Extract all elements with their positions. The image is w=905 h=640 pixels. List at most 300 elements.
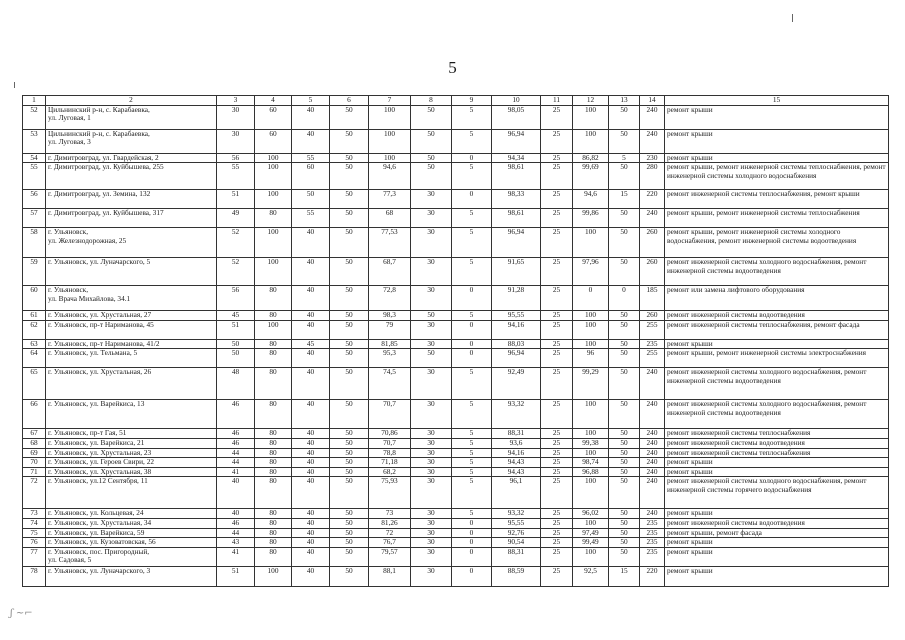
value-cell: 5 (452, 509, 492, 519)
value-cell: 25 (541, 438, 573, 448)
table-row (23, 105, 889, 129)
value-cell: 5 (452, 477, 492, 509)
value-cell: 50 (609, 311, 640, 321)
row-number: 69 (23, 448, 46, 458)
value-cell: 240 (640, 105, 665, 129)
address-cell: г. Димитровград, ул. Земина, 132 (46, 190, 217, 209)
value-cell: 260 (640, 258, 665, 286)
value-cell: 72,8 (369, 286, 411, 311)
column-header: 9 (452, 96, 492, 106)
table-row (23, 153, 889, 163)
value-cell: 80 (255, 349, 292, 368)
value-cell: 90,54 (492, 538, 541, 548)
value-cell: 240 (640, 400, 665, 429)
table-row (23, 458, 889, 468)
value-cell: 30 (411, 368, 452, 400)
margin-tick (14, 82, 15, 88)
value-cell: 50 (609, 509, 640, 519)
value-cell: 95,3 (369, 349, 411, 368)
value-cell: 50 (609, 228, 640, 258)
value-cell: 100 (573, 547, 609, 566)
value-cell: 100 (255, 153, 292, 163)
value-cell: 25 (541, 566, 573, 586)
value-cell: 40 (292, 448, 330, 458)
value-cell: 94,16 (492, 320, 541, 339)
value-cell: 50 (330, 448, 369, 458)
value-cell: 49 (217, 209, 255, 228)
value-cell: 50 (330, 339, 369, 349)
value-cell: 30 (411, 258, 452, 286)
value-cell: 100 (573, 339, 609, 349)
value-cell: 50 (330, 438, 369, 448)
value-cell: 100 (255, 320, 292, 339)
value-cell: 81,85 (369, 339, 411, 349)
address-cell: г. Ульяновск, ул. Тельмана, 5 (46, 349, 217, 368)
column-header: 7 (369, 96, 411, 106)
address-cell: г. Ульяновск, ул. Хрустальная, 27 (46, 311, 217, 321)
column-header: 5 (292, 96, 330, 106)
value-cell: 220 (640, 566, 665, 586)
value-cell: 80 (255, 400, 292, 429)
value-cell: 80 (255, 448, 292, 458)
column-header: 12 (573, 96, 609, 106)
work-type-cell: ремонт инженерной системы теплоснабжения, ремонт крыши (665, 190, 889, 209)
row-number: 71 (23, 467, 46, 477)
value-cell: 40 (217, 477, 255, 509)
value-cell: 30 (411, 339, 452, 349)
value-cell: 50 (609, 429, 640, 439)
work-type-cell: ремонт крыши (665, 538, 889, 548)
value-cell: 50 (330, 228, 369, 258)
table-row (23, 129, 889, 153)
row-number: 56 (23, 190, 46, 209)
value-cell: 25 (541, 258, 573, 286)
value-cell: 91,65 (492, 258, 541, 286)
value-cell: 88,31 (492, 547, 541, 566)
value-cell: 50 (217, 339, 255, 349)
address-cell: г. Ульяновск, ул.12 Сентября, 11 (46, 477, 217, 509)
value-cell: 50 (330, 163, 369, 190)
value-cell: 72 (369, 528, 411, 538)
table-row (23, 467, 889, 477)
value-cell: 80 (255, 528, 292, 538)
value-cell: 86,82 (573, 153, 609, 163)
value-cell: 30 (411, 547, 452, 566)
table-row (23, 339, 889, 349)
value-cell: 0 (452, 538, 492, 548)
value-cell: 98,05 (492, 105, 541, 129)
row-number: 54 (23, 153, 46, 163)
value-cell: 5 (452, 163, 492, 190)
value-cell: 100 (255, 228, 292, 258)
value-cell: 50 (330, 209, 369, 228)
work-type-cell: ремонт крыши (665, 458, 889, 468)
value-cell: 50 (609, 477, 640, 509)
value-cell: 80 (255, 429, 292, 439)
value-cell: 60 (255, 129, 292, 153)
value-cell: 43 (217, 538, 255, 548)
value-cell: 44 (217, 448, 255, 458)
value-cell: 77,53 (369, 228, 411, 258)
address-cell: г. Ульяновск, ул. Варейкиса, 59 (46, 528, 217, 538)
work-type-cell: ремонт инженерной системы холодного водоснабжения, ремонт инженерной системы горячего водоснабжения (665, 477, 889, 509)
value-cell: 30 (411, 400, 452, 429)
value-cell: 96,94 (492, 349, 541, 368)
value-cell: 230 (640, 153, 665, 163)
table-row (23, 190, 889, 209)
value-cell: 94,43 (492, 467, 541, 477)
value-cell: 96,02 (573, 509, 609, 519)
value-cell: 46 (217, 518, 255, 528)
value-cell: 40 (292, 566, 330, 586)
value-cell: 52 (217, 228, 255, 258)
value-cell: 50 (330, 528, 369, 538)
value-cell: 40 (292, 228, 330, 258)
value-cell: 30 (411, 286, 452, 311)
value-cell: 96,94 (492, 129, 541, 153)
value-cell: 80 (255, 209, 292, 228)
table-row (23, 477, 889, 509)
value-cell: 95,55 (492, 518, 541, 528)
value-cell: 100 (255, 163, 292, 190)
value-cell: 50 (330, 477, 369, 509)
value-cell: 80 (255, 458, 292, 468)
value-cell: 240 (640, 438, 665, 448)
value-cell: 50 (609, 458, 640, 468)
table-row (23, 209, 889, 228)
value-cell: 0 (452, 547, 492, 566)
value-cell: 50 (330, 467, 369, 477)
work-type-cell: ремонт инженерной системы водоотведения (665, 438, 889, 448)
value-cell: 25 (541, 467, 573, 477)
value-cell: 97,96 (573, 258, 609, 286)
value-cell: 0 (452, 153, 492, 163)
value-cell: 40 (292, 438, 330, 448)
table-row (23, 518, 889, 528)
work-type-cell: ремонт инженерной системы теплоснабжения (665, 429, 889, 439)
column-number-row (23, 96, 889, 106)
value-cell: 60 (292, 163, 330, 190)
value-cell: 5 (452, 438, 492, 448)
value-cell: 235 (640, 538, 665, 548)
row-number: 78 (23, 566, 46, 586)
table-row (23, 547, 889, 566)
value-cell: 240 (640, 429, 665, 439)
value-cell: 100 (573, 320, 609, 339)
value-cell: 44 (217, 528, 255, 538)
value-cell: 25 (541, 339, 573, 349)
value-cell: 50 (609, 467, 640, 477)
value-cell: 40 (292, 286, 330, 311)
value-cell: 55 (292, 209, 330, 228)
table-row (23, 528, 889, 538)
value-cell: 100 (255, 258, 292, 286)
value-cell: 81,26 (369, 518, 411, 528)
work-type-cell: ремонт инженерной системы теплоснабжения, ремонт фасада (665, 320, 889, 339)
column-header: 11 (541, 96, 573, 106)
value-cell: 25 (541, 429, 573, 439)
work-type-cell: ремонт инженерной системы холодного водоснабжения, ремонт инженерной системы водоотведения (665, 368, 889, 400)
row-number: 62 (23, 320, 46, 339)
column-header: 10 (492, 96, 541, 106)
value-cell: 25 (541, 509, 573, 519)
page-number: 5 (448, 58, 457, 77)
value-cell: 240 (640, 467, 665, 477)
value-cell: 80 (255, 547, 292, 566)
address-cell: г. Ульяновск, ул. Кузоватовская, 56 (46, 538, 217, 548)
value-cell: 30 (411, 538, 452, 548)
value-cell: 50 (609, 349, 640, 368)
value-cell: 50 (217, 349, 255, 368)
row-number: 52 (23, 105, 46, 129)
value-cell: 5 (452, 311, 492, 321)
value-cell: 25 (541, 105, 573, 129)
value-cell: 98,74 (573, 458, 609, 468)
column-header: 1 (23, 96, 46, 106)
value-cell: 260 (640, 311, 665, 321)
value-cell: 40 (292, 129, 330, 153)
value-cell: 94,16 (492, 448, 541, 458)
table-row (23, 228, 889, 258)
table-row (23, 349, 889, 368)
value-cell: 52 (217, 258, 255, 286)
value-cell: 46 (217, 400, 255, 429)
value-cell: 99,49 (573, 538, 609, 548)
value-cell: 5 (452, 448, 492, 458)
work-type-cell: ремонт крыши (665, 153, 889, 163)
value-cell: 100 (573, 477, 609, 509)
value-cell: 50 (609, 320, 640, 339)
value-cell: 50 (609, 528, 640, 538)
value-cell: 50 (330, 400, 369, 429)
value-cell: 50 (330, 129, 369, 153)
value-cell: 255 (640, 320, 665, 339)
value-cell: 94,6 (573, 190, 609, 209)
value-cell: 40 (292, 467, 330, 477)
value-cell: 50 (609, 209, 640, 228)
value-cell: 80 (255, 509, 292, 519)
work-type-cell: ремонт крыши, ремонт инженерной системы теплоснабжения, ремонт инженерной системы холодного водоснабжения (665, 163, 889, 190)
value-cell: 30 (411, 528, 452, 538)
value-cell: 94,43 (492, 458, 541, 468)
work-type-cell: ремонт крыши, ремонт инженерной системы холодного водоснабжения, ремонт инженерной системы водоотведения (665, 228, 889, 258)
value-cell: 25 (541, 547, 573, 566)
row-number: 61 (23, 311, 46, 321)
value-cell: 240 (640, 458, 665, 468)
value-cell: 50 (609, 538, 640, 548)
value-cell: 80 (255, 477, 292, 509)
address-cell: г. Димитровград, ул. Гвардейская, 2 (46, 153, 217, 163)
address-cell: г. Ульяновск, ул. Варейкиса, 21 (46, 438, 217, 448)
value-cell: 68 (369, 209, 411, 228)
value-cell: 25 (541, 311, 573, 321)
value-cell: 5 (452, 429, 492, 439)
value-cell: 25 (541, 458, 573, 468)
value-cell: 100 (255, 566, 292, 586)
value-cell: 240 (640, 509, 665, 519)
value-cell: 100 (573, 105, 609, 129)
row-number: 77 (23, 547, 46, 566)
value-cell: 50 (330, 349, 369, 368)
value-cell: 5 (452, 400, 492, 429)
value-cell: 44 (217, 458, 255, 468)
table-row (23, 286, 889, 311)
value-cell: 25 (541, 368, 573, 400)
value-cell: 76,7 (369, 538, 411, 548)
address-cell: г. Ульяновск, ул. Хрустальная, 26 (46, 368, 217, 400)
table-row (23, 368, 889, 400)
address-cell: Цильнинский р-н, с. Карабаевка, ул. Луговая, 1 (46, 105, 217, 129)
column-header: 2 (46, 96, 217, 106)
value-cell: 40 (292, 528, 330, 538)
value-cell: 30 (411, 477, 452, 509)
column-header: 13 (609, 96, 640, 106)
row-number: 53 (23, 129, 46, 153)
value-cell: 100 (573, 448, 609, 458)
value-cell: 88,31 (492, 429, 541, 439)
value-cell: 30 (217, 129, 255, 153)
row-number: 74 (23, 518, 46, 528)
value-cell: 5 (452, 209, 492, 228)
value-cell: 30 (411, 458, 452, 468)
table-row (23, 311, 889, 321)
value-cell: 25 (541, 190, 573, 209)
value-cell: 50 (411, 105, 452, 129)
row-number: 72 (23, 477, 46, 509)
value-cell: 50 (330, 153, 369, 163)
value-cell: 56 (217, 153, 255, 163)
value-cell: 56 (217, 286, 255, 311)
row-number: 60 (23, 286, 46, 311)
row-number: 59 (23, 258, 46, 286)
value-cell: 40 (292, 258, 330, 286)
value-cell: 255 (640, 349, 665, 368)
value-cell: 50 (609, 400, 640, 429)
work-type-cell: ремонт крыши (665, 129, 889, 153)
value-cell: 50 (609, 339, 640, 349)
value-cell: 40 (292, 311, 330, 321)
value-cell: 51 (217, 566, 255, 586)
value-cell: 93,32 (492, 400, 541, 429)
value-cell: 78,8 (369, 448, 411, 458)
row-number: 66 (23, 400, 46, 429)
value-cell: 40 (292, 429, 330, 439)
value-cell: 40 (292, 320, 330, 339)
value-cell: 77,3 (369, 190, 411, 209)
value-cell: 50 (609, 518, 640, 528)
row-number: 70 (23, 458, 46, 468)
value-cell: 80 (255, 311, 292, 321)
value-cell: 240 (640, 209, 665, 228)
value-cell: 0 (452, 320, 492, 339)
value-cell: 50 (609, 547, 640, 566)
value-cell: 235 (640, 547, 665, 566)
table-row (23, 163, 889, 190)
value-cell: 96,1 (492, 477, 541, 509)
value-cell: 41 (217, 467, 255, 477)
value-cell: 30 (411, 438, 452, 448)
value-cell: 40 (292, 105, 330, 129)
value-cell: 240 (640, 477, 665, 509)
value-cell: 50 (609, 258, 640, 286)
value-cell: 30 (411, 566, 452, 586)
address-cell: г. Ульяновск, пр-т Нариманова, 41/2 (46, 339, 217, 349)
row-number: 55 (23, 163, 46, 190)
address-cell: г. Ульяновск, ул. Героев Свири, 22 (46, 458, 217, 468)
value-cell: 5 (452, 228, 492, 258)
value-cell: 60 (255, 105, 292, 129)
value-cell: 79,57 (369, 547, 411, 566)
value-cell: 0 (452, 528, 492, 538)
value-cell: 80 (255, 368, 292, 400)
value-cell: 100 (573, 429, 609, 439)
table-row (23, 448, 889, 458)
value-cell: 99,69 (573, 163, 609, 190)
value-cell: 240 (640, 368, 665, 400)
value-cell: 50 (609, 438, 640, 448)
value-cell: 50 (330, 320, 369, 339)
value-cell: 73 (369, 509, 411, 519)
value-cell: 30 (217, 105, 255, 129)
row-number: 75 (23, 528, 46, 538)
value-cell: 80 (255, 518, 292, 528)
value-cell: 0 (452, 566, 492, 586)
value-cell: 25 (541, 518, 573, 528)
row-number: 63 (23, 339, 46, 349)
table-row (23, 509, 889, 519)
value-cell: 50 (330, 518, 369, 528)
value-cell: 40 (217, 509, 255, 519)
value-cell: 80 (255, 467, 292, 477)
row-number: 73 (23, 509, 46, 519)
table-row (23, 400, 889, 429)
value-cell: 100 (573, 129, 609, 153)
address-cell: г. Ульяновск, ул. Варейкиса, 13 (46, 400, 217, 429)
value-cell: 68,7 (369, 258, 411, 286)
table-row (23, 258, 889, 286)
value-cell: 50 (330, 547, 369, 566)
value-cell: 0 (452, 518, 492, 528)
work-type-cell: ремонт крыши (665, 547, 889, 566)
value-cell: 30 (411, 467, 452, 477)
value-cell: 50 (330, 458, 369, 468)
work-type-cell: ремонт инженерной системы водоотведения (665, 311, 889, 321)
value-cell: 94,34 (492, 153, 541, 163)
value-cell: 46 (217, 429, 255, 439)
work-type-cell: ремонт крыши (665, 105, 889, 129)
value-cell: 30 (411, 429, 452, 439)
address-cell: г. Ульяновск, ул. Луначарского, 3 (46, 566, 217, 586)
value-cell: 51 (217, 320, 255, 339)
value-cell: 94,6 (369, 163, 411, 190)
value-cell: 5 (452, 368, 492, 400)
work-type-cell: ремонт крыши (665, 566, 889, 586)
value-cell: 70,7 (369, 400, 411, 429)
value-cell: 100 (369, 153, 411, 163)
value-cell: 50 (330, 509, 369, 519)
row-number: 57 (23, 209, 46, 228)
value-cell: 68,2 (369, 467, 411, 477)
table-row (23, 438, 889, 448)
value-cell: 96 (573, 349, 609, 368)
value-cell: 96,88 (573, 467, 609, 477)
value-cell: 99,38 (573, 438, 609, 448)
value-cell: 100 (573, 518, 609, 528)
column-header: 4 (255, 96, 292, 106)
column-header: 15 (665, 96, 889, 106)
value-cell: 260 (640, 228, 665, 258)
value-cell: 0 (609, 286, 640, 311)
